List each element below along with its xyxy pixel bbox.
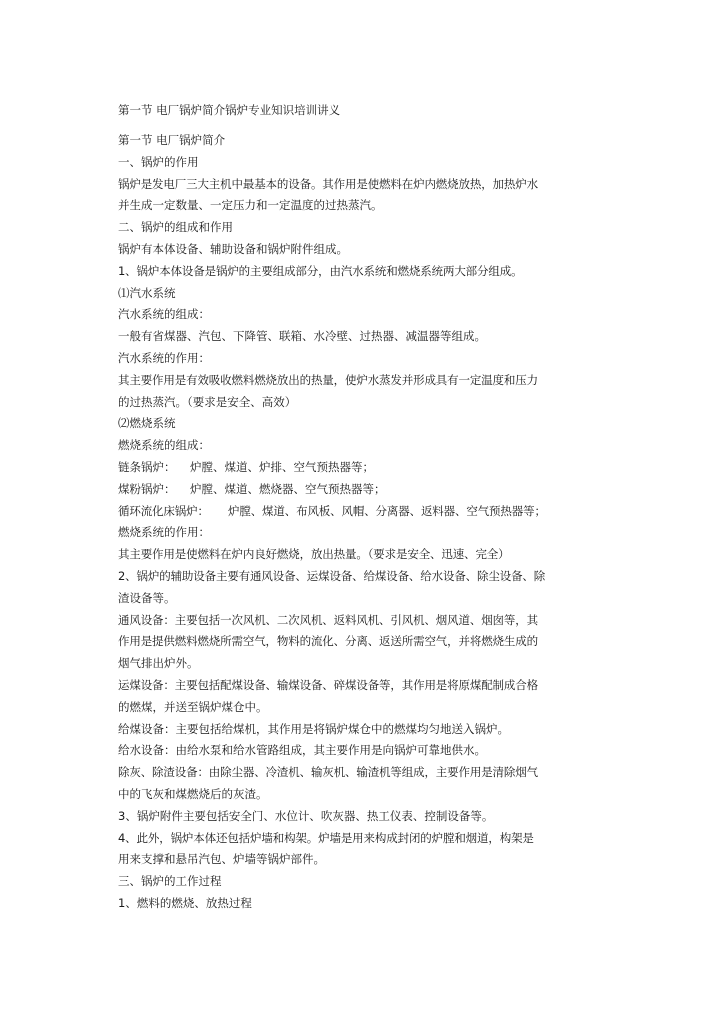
paragraph-line: 的燃煤，并送至锅炉煤仓中。 bbox=[118, 699, 268, 714]
paragraph-line: 燃烧系统的作用： bbox=[118, 525, 210, 540]
combustion-item-chain-boiler bbox=[118, 457, 608, 479]
paragraph-line: 渣设备等。 bbox=[118, 590, 176, 605]
paragraph-line: 燃烧系统的组成： bbox=[118, 438, 210, 453]
paragraph-line: 其主要作用是使燃料在炉内良好燃烧，放出热量。（要求是安全、迅速、完全） bbox=[118, 547, 510, 562]
paragraph-line: 4、此外，锅炉本体还包括炉墙和构架。炉墙是用来构成封闭的炉膛和烟道，构架是 bbox=[118, 830, 534, 845]
paragraph-line: 汽水系统的作用： bbox=[118, 350, 210, 365]
section-heading: 第一节 电厂锅炉简介 bbox=[118, 133, 226, 147]
document-body bbox=[118, 130, 608, 915]
paragraph-line: 通风设备：主要包括一次风机、二次风机、返料风机、引风机、烟风道、烟囱等，其 bbox=[118, 612, 538, 627]
subsection-heading: 三、锅炉的工作过程 bbox=[118, 874, 222, 889]
document-title: 第一节 电厂锅炉简介锅炉专业知识培训讲义 bbox=[118, 103, 341, 117]
combustion-item-term: 循环流化床锅炉： bbox=[118, 503, 209, 518]
subsection-heading: 一、锅炉的作用 bbox=[118, 154, 199, 169]
paragraph-line: 锅炉是发电厂三大主机中最基本的设备。其作用是使燃料在炉内燃烧放热，加热炉水 bbox=[118, 176, 538, 191]
combustion-item-desc: 炉膛、煤道、布风板、风帽、分离器、返料器、空气预热器等； bbox=[228, 503, 546, 518]
combustion-item-desc: 炉膛、煤道、炉排、空气预热器等； bbox=[190, 459, 374, 474]
paragraph-line: 的过热蒸汽。（要求是安全、高效） bbox=[118, 394, 297, 409]
item-heading: ⑴汽水系统 bbox=[118, 285, 176, 300]
paragraph-line: 给煤设备：主要包括给煤机，其作用是将锅炉煤仓中的燃煤均匀地送入锅炉。 bbox=[118, 721, 509, 736]
paragraph-line: 给水设备：由给水泵和给水管路组成，其主要作用是向锅炉可靠地供水。 bbox=[118, 743, 486, 758]
paragraph-line: 除灰、除渣设备：由除尘器、冷渣机、输灰机、输渣机等组成，主要作用是清除烟气 bbox=[118, 765, 538, 780]
paragraph-line: 中的飞灰和煤燃烧后的灰渣。 bbox=[118, 786, 268, 801]
paragraph-line: 锅炉有本体设备、辅助设备和锅炉附件组成。 bbox=[118, 241, 348, 256]
paragraph-line: 一般有省煤器、汽包、下降管、联箱、水冷壁、过热器、减温器等组成。 bbox=[118, 329, 486, 344]
subsection-heading: 二、锅炉的组成和作用 bbox=[118, 220, 233, 235]
combustion-item-pulverized-boiler bbox=[118, 479, 608, 501]
paragraph-line: 并生成一定数量、一定压力和一定温度的过热蒸汽。 bbox=[118, 198, 383, 213]
combustion-item-cfb-boiler bbox=[118, 501, 608, 523]
paragraph-line: 用来支撑和悬吊汽包、炉墙等锅炉部件。 bbox=[118, 852, 325, 867]
paragraph-line: 3、锅炉附件主要包括安全门、水位计、吹灰器、热工仪表、控制设备等。 bbox=[118, 808, 494, 823]
paragraph-line: 其主要作用是有效吸收燃料燃烧放出的热量，使炉水蒸发并形成具有一定温度和压力 bbox=[118, 372, 538, 387]
paragraph-line: 作用是提供燃料燃烧所需空气，物料的流化、分离、返送所需空气，并将燃烧生成的 bbox=[118, 634, 538, 649]
paragraph-line: 1、锅炉本体设备是锅炉的主要组成部分，由汽水系统和燃烧系统两大部分组成。 bbox=[118, 263, 523, 278]
combustion-item-desc: 炉膛、煤道、燃烧器、空气预热器等； bbox=[190, 481, 386, 496]
paragraph-line: 汽水系统的组成： bbox=[118, 307, 210, 322]
item-heading: 1、燃料的燃烧、放热过程 bbox=[118, 895, 252, 910]
paragraph-line: 烟气排出炉外。 bbox=[118, 656, 199, 671]
paragraph-line: 2、锅炉的辅助设备主要有通风设备、运煤设备、给煤设备、给水设备、除尘设备、除 bbox=[118, 568, 546, 583]
combustion-item-term: 链条锅炉： bbox=[118, 459, 176, 474]
combustion-item-term: 煤粉锅炉： bbox=[118, 481, 176, 496]
item-heading: ⑵燃烧系统 bbox=[118, 416, 176, 431]
paragraph-line: 运煤设备：主要包括配煤设备、输煤设备、碎煤设备等，其作用是将原煤配制成合格 bbox=[118, 677, 538, 692]
